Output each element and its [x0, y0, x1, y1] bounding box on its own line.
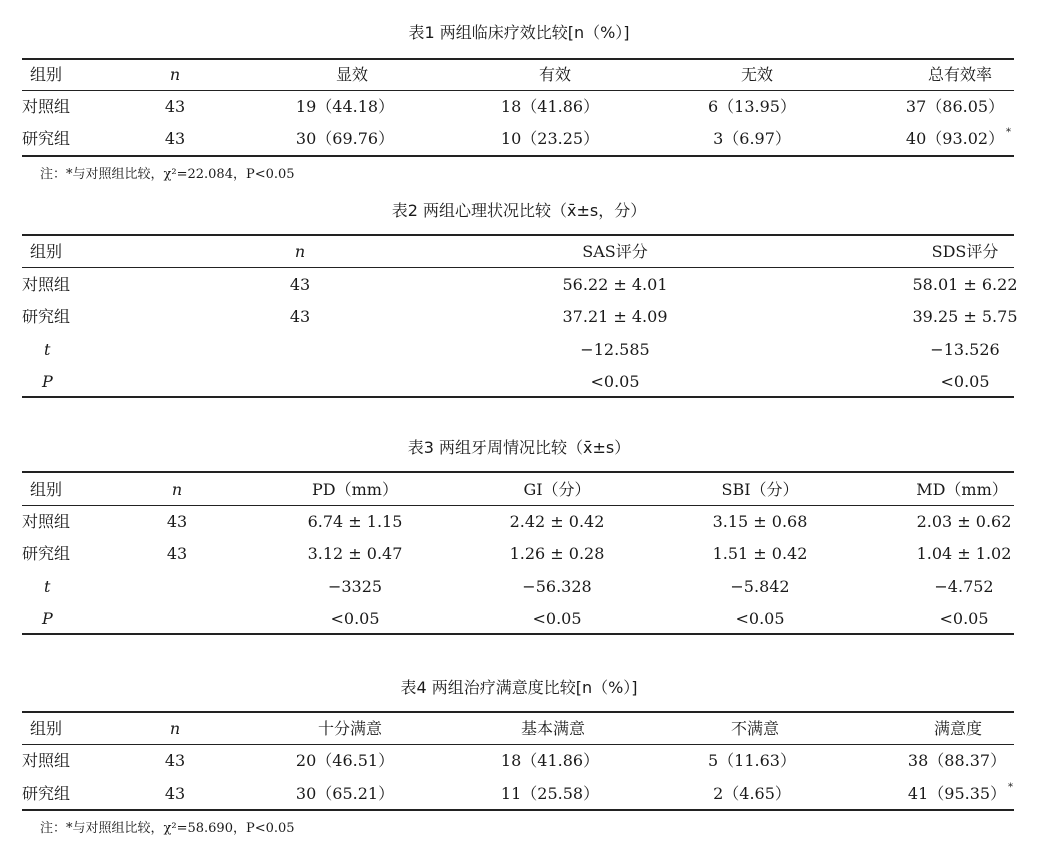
table1-note: 注：*与对照组比较，χ²=22.084，P<0.05	[40, 167, 295, 182]
table2-row2-sds: 39.25 ± 5.75	[912, 307, 1018, 326]
table3-row2-pd: 3.12 ± 0.47	[307, 544, 403, 563]
table1-header-n: n	[169, 65, 181, 84]
table3-header-group: 组别	[30, 480, 63, 499]
table4-significance-mark: *	[1008, 782, 1013, 793]
table3-header-md: MD（mm）	[916, 480, 1008, 499]
table4-row1-very-satisfied: 20（46.51）	[295, 751, 395, 770]
table3-t-md: −4.752	[934, 577, 994, 596]
table2-row2-group: 研究组	[22, 307, 71, 326]
table4-title: 表4 两组治疗满意度比较[n（%）]	[400, 678, 638, 697]
table3-header-n: n	[171, 480, 183, 499]
table3-p-sbi: <0.05	[735, 609, 785, 628]
table2-title: 表2 两组心理状况比较（x̄±s，分）	[391, 201, 647, 220]
table4-row1-satisfaction: 38（88.37）	[907, 751, 1007, 770]
table2-p-label: P	[42, 372, 53, 391]
table3-p-md: <0.05	[939, 609, 989, 628]
table4-row2-n: 43	[164, 784, 186, 803]
table3-row2-md: 1.04 ± 1.02	[916, 544, 1012, 563]
table4-bottom-rule	[22, 809, 1014, 811]
table4-note: 注：*与对照组比较，χ²=58.690，P<0.05	[40, 821, 295, 836]
table4-row1-unsatisfied: 5（11.63）	[708, 751, 796, 770]
table1-row2-wuxiao: 3（6.97）	[713, 129, 791, 148]
table3-row2-n: 43	[166, 544, 188, 563]
table2-row2-sas: 37.21 ± 4.09	[562, 307, 668, 326]
table3-header-gi: GI（分）	[523, 480, 591, 499]
table1-row1-youxiao: 18（41.86）	[500, 97, 600, 116]
table1-row1-xianxiao: 19（44.18）	[295, 97, 395, 116]
table2-top-rule	[22, 234, 1014, 236]
table3-row1-sbi: 3.15 ± 0.68	[712, 512, 808, 531]
table1-header-youxiao: 有效	[538, 65, 572, 84]
table2-p-sas: <0.05	[590, 372, 640, 391]
table3-row1-n: 43	[166, 512, 188, 531]
table4-row2-group: 研究组	[22, 784, 71, 803]
table3-top-rule	[22, 471, 1014, 473]
table4-header-n: n	[169, 719, 181, 738]
table1-header-rule	[22, 90, 1014, 91]
table1-row1-group: 对照组	[22, 97, 71, 116]
table1-title: 表1 两组临床疗效比较[n（%）]	[408, 23, 630, 42]
table1-row1-n: 43	[164, 97, 186, 116]
table1-row2-group: 研究组	[22, 129, 71, 148]
table1-row2-youxiao: 10（23.25）	[500, 129, 600, 148]
table1-row2-xianxiao: 30（69.76）	[295, 129, 395, 148]
table2-row1-n: 43	[289, 275, 311, 294]
table3-bottom-rule	[22, 633, 1014, 635]
table4-row2-unsatisfied: 2（4.65）	[713, 784, 791, 803]
table3-t-label: t	[44, 577, 51, 596]
table2-header-sas: SAS评分	[582, 242, 648, 261]
table4-header-rule	[22, 744, 1014, 745]
table3-t-sbi: −5.842	[730, 577, 790, 596]
table1-row1-wuxiao: 6（13.95）	[708, 97, 796, 116]
table3-row2-group: 研究组	[22, 544, 71, 563]
table3-title: 表3 两组牙周情况比较（x̄±s）	[407, 438, 631, 457]
table4-row1-basically-satisfied: 18（41.86）	[500, 751, 600, 770]
table2-header-sds: SDS评分	[931, 242, 999, 261]
table2-t-sds: −13.526	[930, 340, 1000, 359]
table3-p-label: P	[42, 609, 53, 628]
table4-row2-basically-satisfied: 11（25.58）	[500, 784, 600, 803]
table4-header-very-satisfied: 十分满意	[317, 719, 383, 738]
table2-row1-sds: 58.01 ± 6.22	[912, 275, 1018, 294]
table2-p-sds: <0.05	[940, 372, 990, 391]
table2-row1-sas: 56.22 ± 4.01	[562, 275, 668, 294]
table3-header-pd: PD（mm）	[312, 480, 398, 499]
table1-header-xianxiao: 显效	[335, 65, 369, 84]
table3-t-gi: −56.328	[522, 577, 592, 596]
table2-row1-group: 对照组	[22, 275, 71, 294]
table1-bottom-rule	[22, 155, 1014, 157]
table4-row2-satisfaction: 41（95.35）	[907, 784, 1007, 803]
table1-header-wuxiao: 无效	[740, 65, 774, 84]
table3-header-rule	[22, 505, 1014, 506]
table3-row2-sbi: 1.51 ± 0.42	[712, 544, 808, 563]
table3-row1-group: 对照组	[22, 512, 71, 531]
table4-header-unsatisfied: 不满意	[730, 719, 780, 738]
table3-row2-gi: 1.26 ± 0.28	[509, 544, 605, 563]
table2-t-label: t	[44, 340, 51, 359]
table1-top-rule	[22, 58, 1014, 60]
table4-row1-n: 43	[164, 751, 186, 770]
table1-row1-total: 37（86.05）	[905, 97, 1005, 116]
table2-bottom-rule	[22, 396, 1014, 398]
table1-header-group: 组别	[30, 65, 63, 84]
table2-header-group: 组别	[30, 242, 63, 261]
table1-row2-n: 43	[164, 129, 186, 148]
table3-row1-gi: 2.42 ± 0.42	[509, 512, 605, 531]
table2-t-sas: −12.585	[580, 340, 650, 359]
table4-row1-group: 对照组	[22, 751, 71, 770]
table3-header-sbi: SBI（分）	[721, 480, 799, 499]
table4-header-satisfaction: 满意度	[933, 719, 983, 738]
table4-header-basically-satisfied: 基本满意	[520, 719, 586, 738]
table1-significance-mark: *	[1006, 127, 1011, 138]
table4-row2-very-satisfied: 30（65.21）	[295, 784, 395, 803]
table1-header-total: 总有效率	[927, 65, 993, 84]
table1-row2-total: 40（93.02）	[905, 129, 1005, 148]
table2-header-n: n	[294, 242, 306, 261]
table3-row1-md: 2.03 ± 0.62	[916, 512, 1012, 531]
table4-top-rule	[22, 711, 1014, 713]
table4-header-group: 组别	[30, 719, 63, 738]
table2-row2-n: 43	[289, 307, 311, 326]
table3-p-pd: <0.05	[330, 609, 380, 628]
table3-t-pd: −3325	[327, 577, 383, 596]
table2-header-rule	[22, 267, 1014, 268]
table3-row1-pd: 6.74 ± 1.15	[307, 512, 403, 531]
table3-p-gi: <0.05	[532, 609, 582, 628]
